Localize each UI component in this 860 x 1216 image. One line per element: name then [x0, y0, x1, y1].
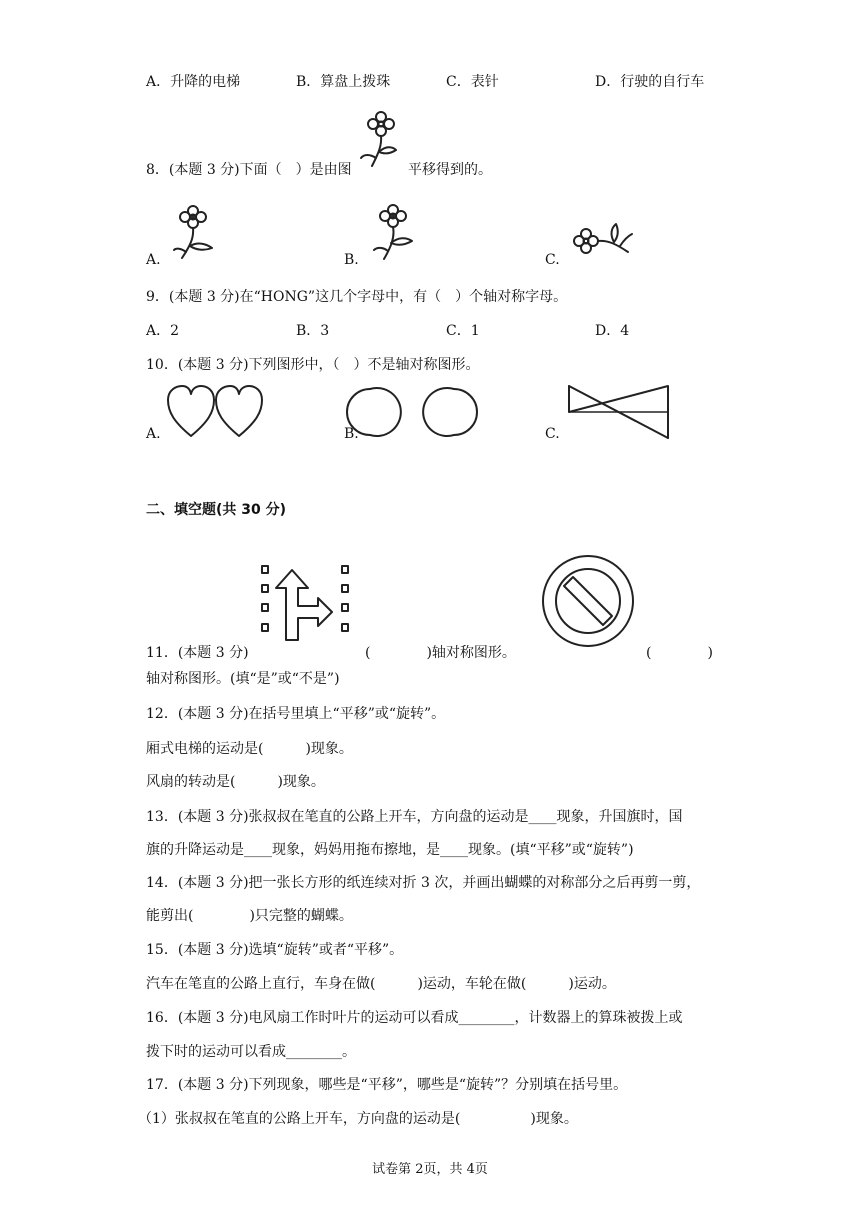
q8-option-b-label: B. [344, 252, 359, 268]
q11-blank-1[interactable]: ( )轴对称图形。 [365, 645, 516, 661]
q10-option-b-label: B. [344, 426, 359, 442]
q8-option-a-label: A. [146, 252, 161, 268]
q8-option-b-flower-figure [372, 201, 422, 265]
q7-option-b: B．算盘上拨珠 [296, 74, 391, 90]
q8-option-c-rotated-flower-figure [570, 222, 636, 262]
q11-line-2: 轴对称图形。(填“是”或“不是”) [146, 671, 340, 687]
q14-line-1: 14．(本题 3 分)把一张长方形的纸连续对折 3 次，并画出蝴蝶的对称部分之后再剪一剪， [146, 875, 701, 891]
q7-option-a: A．升降的电梯 [146, 74, 241, 90]
q10-option-c-parallelogram-figure [566, 384, 672, 440]
q9-option-d: D．4 [595, 323, 630, 339]
q9-option-a: A．2 [146, 323, 180, 339]
q16-line-2: 拨下时的运动可以看成________。 [146, 1044, 356, 1060]
q8-reference-flower-figure [358, 108, 406, 176]
q8-stem-after: 平移得到的。 [408, 162, 492, 178]
q10-option-a-two-hearts-figure [166, 384, 268, 440]
q16-line-1: 16．(本题 3 分)电风扇工作时叶片的运动可以看成________，计数器上的算珠被拨上或 [146, 1010, 683, 1026]
q10-option-a-label: A. [146, 426, 161, 442]
q8-option-c-label: C. [545, 252, 560, 268]
page-footer: 试卷第 2页，共 4页 [372, 1162, 488, 1177]
q11-label: 11．(本题 3 分) [146, 645, 249, 661]
q7-option-d: D．行驶的自行车 [595, 74, 705, 90]
q15-stem: 15．(本题 3 分)选填“旋转”或者“平移”。 [146, 942, 404, 958]
q11-blank-2[interactable]: ( ) [646, 645, 713, 661]
q17-stem: 17．(本题 3 分)下列现象，哪些是“平移”，哪些是“旋转”？分别填在括号里。 [146, 1077, 628, 1093]
q13-line-1: 13．(本题 3 分)张叔叔在笔直的公路上开车，方向盘的运动是____现象，升国旗时，国 [146, 809, 683, 825]
q10-option-c-label: C. [545, 426, 560, 442]
q12-stem: 12．(本题 3 分)在括号里填上“平移”或“旋转”。 [146, 706, 446, 722]
q7-option-c: C．表针 [446, 74, 499, 90]
section-2-title: 二、填空题(共 30 分) [146, 502, 287, 518]
q10-stem: 10．(本题 3 分)下列图形中，（ ）不是轴对称图形。 [146, 357, 480, 373]
q9-option-c: C．1 [446, 323, 480, 339]
q17-item-1: （1）张叔叔在笔直的公路上开车，方向盘的运动是( )现象。 [138, 1111, 578, 1127]
q13-line-2: 旗的升降运动是____现象，妈妈用拖布擦地，是____现象。(填“平移”或“旋转”) [146, 842, 634, 858]
q9-option-b: B．3 [296, 323, 330, 339]
q10-option-b-crescents-figure [366, 386, 460, 440]
q12-line-2: 风扇的转动是( )现象。 [146, 774, 325, 790]
q15-line-1: 汽车在笔直的公路上直行，车身在做( )运动，车轮在做( )运动。 [146, 976, 616, 992]
q11-road-sign-arrow-figure [256, 562, 356, 644]
q8-option-a-flower-figure [172, 202, 220, 264]
q14-line-2: 能剪出( )只完整的蝴蝶。 [146, 908, 353, 924]
q8-stem-before: 8．(本题 3 分)下面（ ）是由图 [146, 162, 352, 178]
q11-prohibition-sign-figure [540, 553, 636, 649]
q12-line-1: 厢式电梯的运动是( )现象。 [146, 741, 353, 757]
q9-stem: 9．(本题 3 分)在“HONG”这几个字母中，有（ ）个轴对称字母。 [146, 289, 568, 305]
